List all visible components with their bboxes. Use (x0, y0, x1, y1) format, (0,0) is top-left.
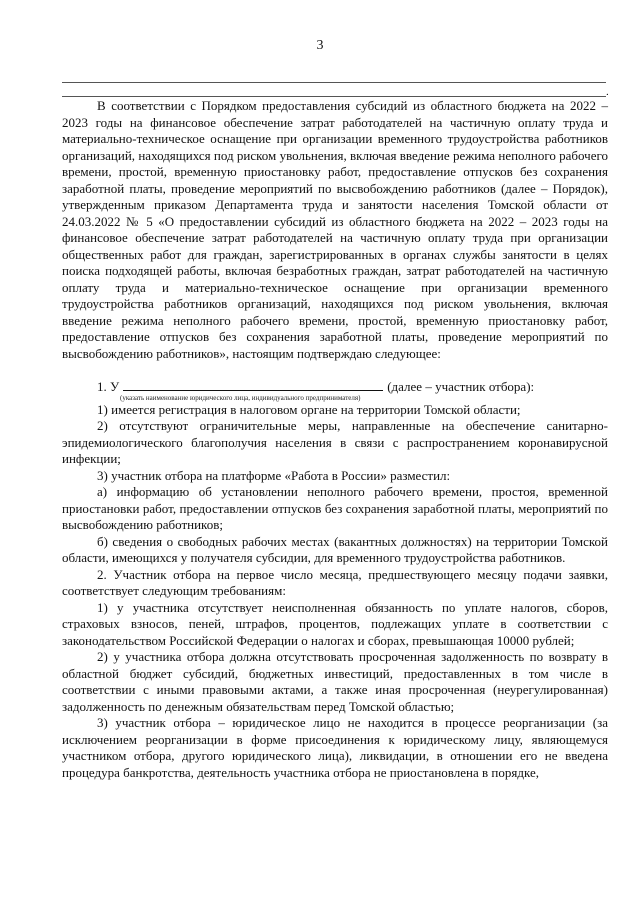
item-1-suffix: (далее – участник отбора): (387, 379, 535, 394)
field-caption: (указать наименование юридического лица, индивидуального предпринимателя) (120, 393, 361, 402)
header-rule-top (62, 82, 606, 83)
header-rule-bottom (62, 96, 606, 97)
paragraph-taxes: 1) у участника отсутствует неисполненная обязанность по уплате налогов, сборов, страховых взносов, пеней, штрафов, процентов, подлежащих уплате в соответствии с законодательством Российской Федерации о налогах и сборах, превышающая 10000 рублей; (62, 599, 608, 648)
header-rule-end: . (606, 86, 609, 98)
paragraph-registration: 1) имеется регистрация в налоговом органе на территории Томской области; (97, 401, 521, 417)
intro-paragraph: В соответствии с Порядком предоставления субсидий из областного бюджета на 2022 – 2023 годы на финансовое обеспечение затрат работодателей на частичную оплату труда и материально-техническое оснащение при организации временного трудоустройства работников организаций, находящихся под риском увольнения, включая введение режима неполного рабочего времени, простой, временную приостановку работ, предоставление отпусков без сохранения заработной платы, проведение мероприятий по высвобождению работников (далее – Порядок), утвержденным приказом Департамента труда и занятости населения Томской области от 24.03.2022 № 5 «О предоставлении субсидий из областного бюджета на 2022 – 2023 годы на финансовое обеспечение затрат работодателей на частичную оплату труда при организации общественных работ для граждан, зарегистрированных в органах службы занятости в целях поиска подходящей работы, включая безработных граждан, затрат работодателей на частичную оплату труда и материально-техническое оснащение при организации временного трудоустройства работников организаций, находящихся под риском увольнения, включая введение режима неполного рабочего времени, простой, временную приостановку работ, предоставление отпусков без сохранения заработной платы, проведение мероприятий по высвобождению работников», настоящим подтверждаю следующее: (62, 98, 608, 361)
item-1-prefix: 1. У (97, 379, 120, 394)
paragraph-debt: 2) у участника отбора должна отсутствовать просроченная задолженность по возврату в областной бюджет субсидий, бюджетных инвестиций, предоставленных в том числе в соответствии с иными правовыми актами, а также иная просроченная (неурегулированная) задолженность по денежным обязательствам перед Томской областью; (62, 649, 608, 714)
spacer (62, 362, 608, 378)
paragraph-platform-a: а) информацию об установлении неполного рабочего времени, простоя, временной приостановки работ, предоставлении отпусков без сохранения заработной платы, мероприятий по высвобождению работников; (62, 484, 608, 532)
paragraph-restrictions: 2) отсутствуют ограничительные меры, направленные на обеспечение санитарно-эпидемиологического благополучия населения в связи с распространением коронавирусной инфекции; (62, 418, 608, 466)
organization-name-field[interactable] (123, 378, 383, 391)
page-number: 3 (316, 38, 324, 53)
paragraph-platform-b: б) сведения о свободных рабочих местах (вакантных должностях) на территории Томской области, имеющихся у получателя субсидии, для временного трудоустройства работников. (62, 533, 608, 565)
paragraph-reorganization: 3) участник отбора – юридическое лицо не находится в процессе реорганизации (за исключением реорганизации в форме присоединения к юридическому лицу, являющемуся участником отбора, другого юридического лица), ликвидации, в отношении его не введена процедура банкротства, деятельность участника отбора не приостановлена в порядке, (62, 715, 608, 780)
paragraph-platform: 3) участник отбора на платформе «Работа в России» разместил: (97, 467, 451, 483)
paragraph-section-2: 2. Участник отбора на первое число месяца, предшествующего месяцу подачи заявки, соответствует следующим требованиям: (62, 566, 608, 598)
document-body (62, 98, 608, 781)
item-1-line (62, 378, 608, 396)
